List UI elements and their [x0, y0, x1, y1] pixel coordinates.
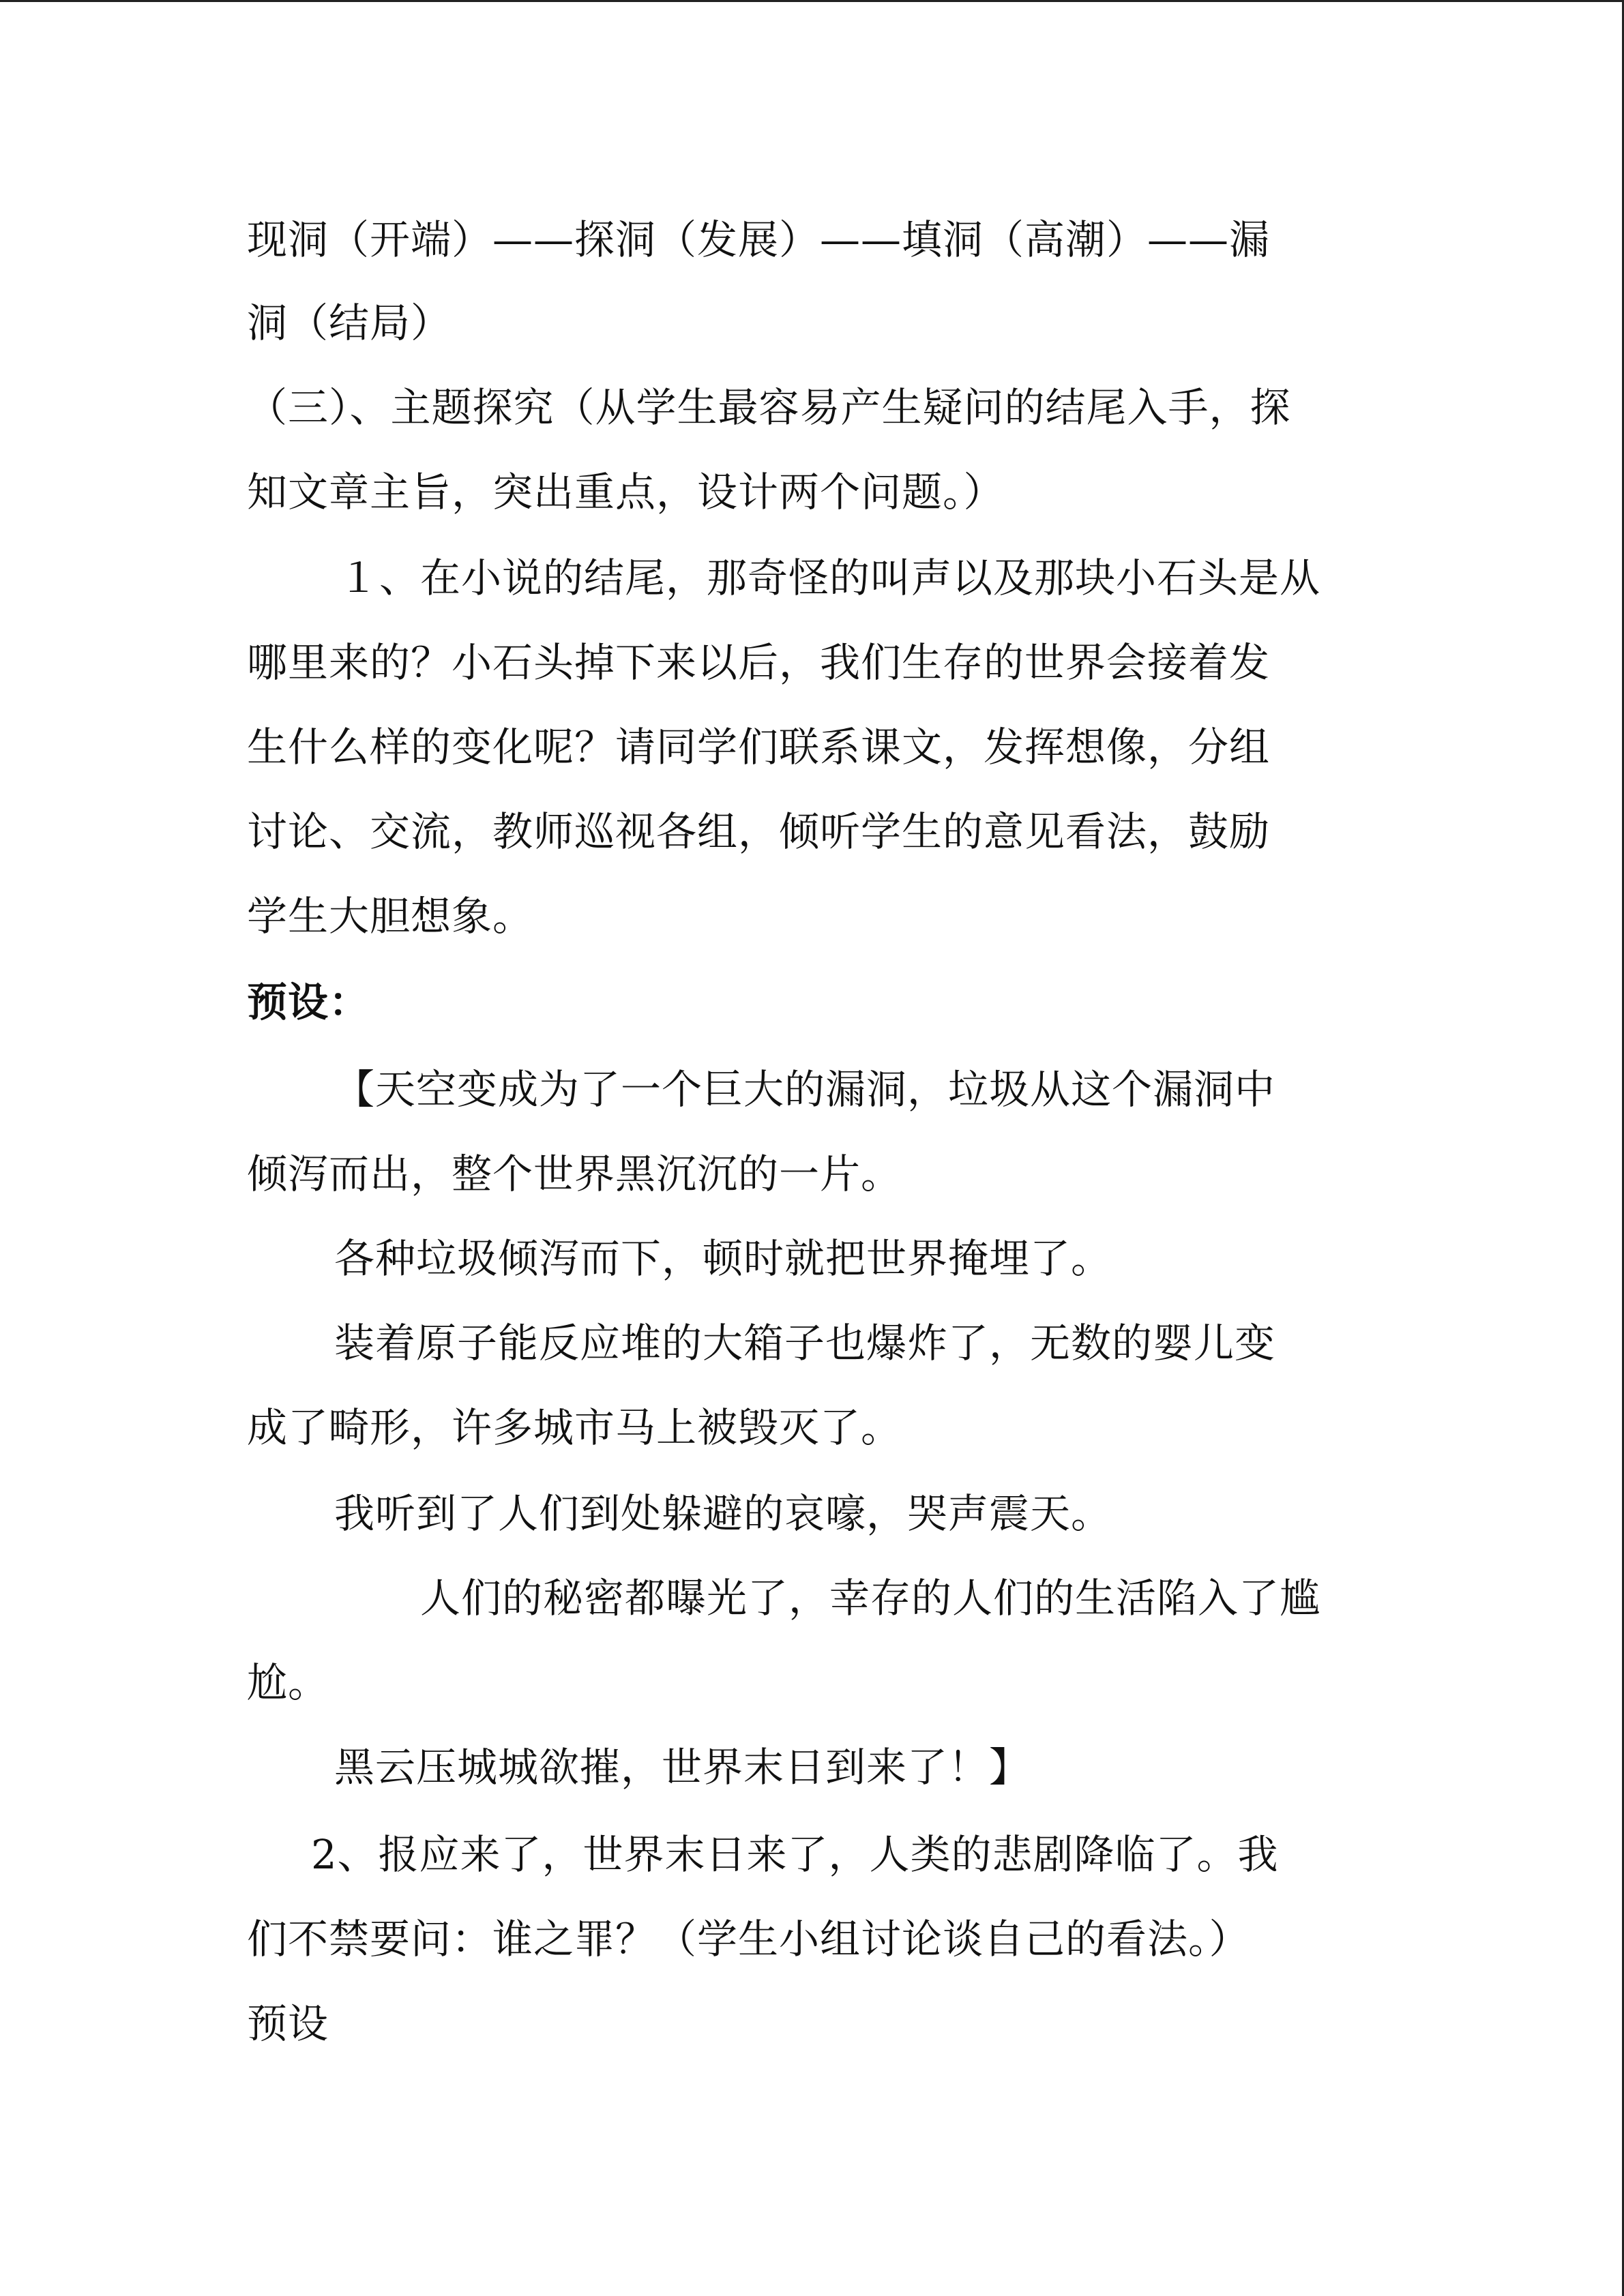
- preset-paragraph-2: 各种垃圾倾泻而下，顿时就把世界掩埋了。: [334, 1235, 1112, 1282]
- preset-paragraph-5-line-2: 尬。: [247, 1659, 329, 1706]
- question-1-line-2: 哪里来的？小石头掉下来以后，我们生存的世界会接着发: [247, 639, 1271, 686]
- text-line-1: 现洞（开端）——探洞（发展）——填洞（高潮）——漏: [247, 216, 1271, 263]
- text-line-2: 洞（结局）: [247, 299, 452, 346]
- question-1-line-3: 生什么样的变化呢？请同学们联系课文，发挥想像，分组: [247, 724, 1271, 771]
- preset-label-bold: 预设：: [247, 979, 370, 1026]
- preset-paragraph-3-line-1: 装着原子能反应堆的大箱子也爆炸了，无数的婴儿变: [334, 1320, 1276, 1367]
- preset-paragraph-3-line-2: 成了畸形，许多城市马上被毁灭了。: [247, 1404, 902, 1451]
- question-1-line-5: 学生大胆想象。: [247, 893, 534, 940]
- preset-paragraph-5-line-1: 人们的秘密都曝光了，幸存的人们的生活陷入了尴: [420, 1575, 1321, 1622]
- preset-paragraph-1-line-1: 【天空变成为了一个巨大的漏洞，垃圾从这个漏洞中: [334, 1066, 1276, 1113]
- preset-label-plain: 预设: [247, 2000, 329, 2047]
- question-1-line-1: １、在小说的结尾，那奇怪的叫声以及那块小石头是从: [338, 554, 1321, 601]
- question-1-line-4: 讨论、交流，教师巡视各组，倾听学生的意见看法，鼓励: [247, 808, 1271, 855]
- text-line-4: 知文章主旨，突出重点，设计两个问题。）: [247, 468, 1005, 516]
- question-2-line-1: 2、报应来了，世界末日来了，人类的悲剧降临了。我: [311, 1831, 1279, 1878]
- page-top-border: [0, 0, 1624, 2]
- preset-paragraph-4: 我听到了人们到处躲避的哀嚎，哭声震天。: [334, 1490, 1112, 1537]
- preset-paragraph-6: 黑云压城城欲摧，世界末日到来了！】: [334, 1744, 1031, 1791]
- question-2-line-2: 们不禁要问：谁之罪？（学生小组讨论谈自己的看法。）: [247, 1915, 1250, 1963]
- preset-paragraph-1-line-2: 倾泻而出，整个世界黑沉沉的一片。: [247, 1150, 902, 1197]
- section-heading-theme: （三）、主题探究（从学生最容易产生疑问的结尾入手，探: [247, 384, 1291, 431]
